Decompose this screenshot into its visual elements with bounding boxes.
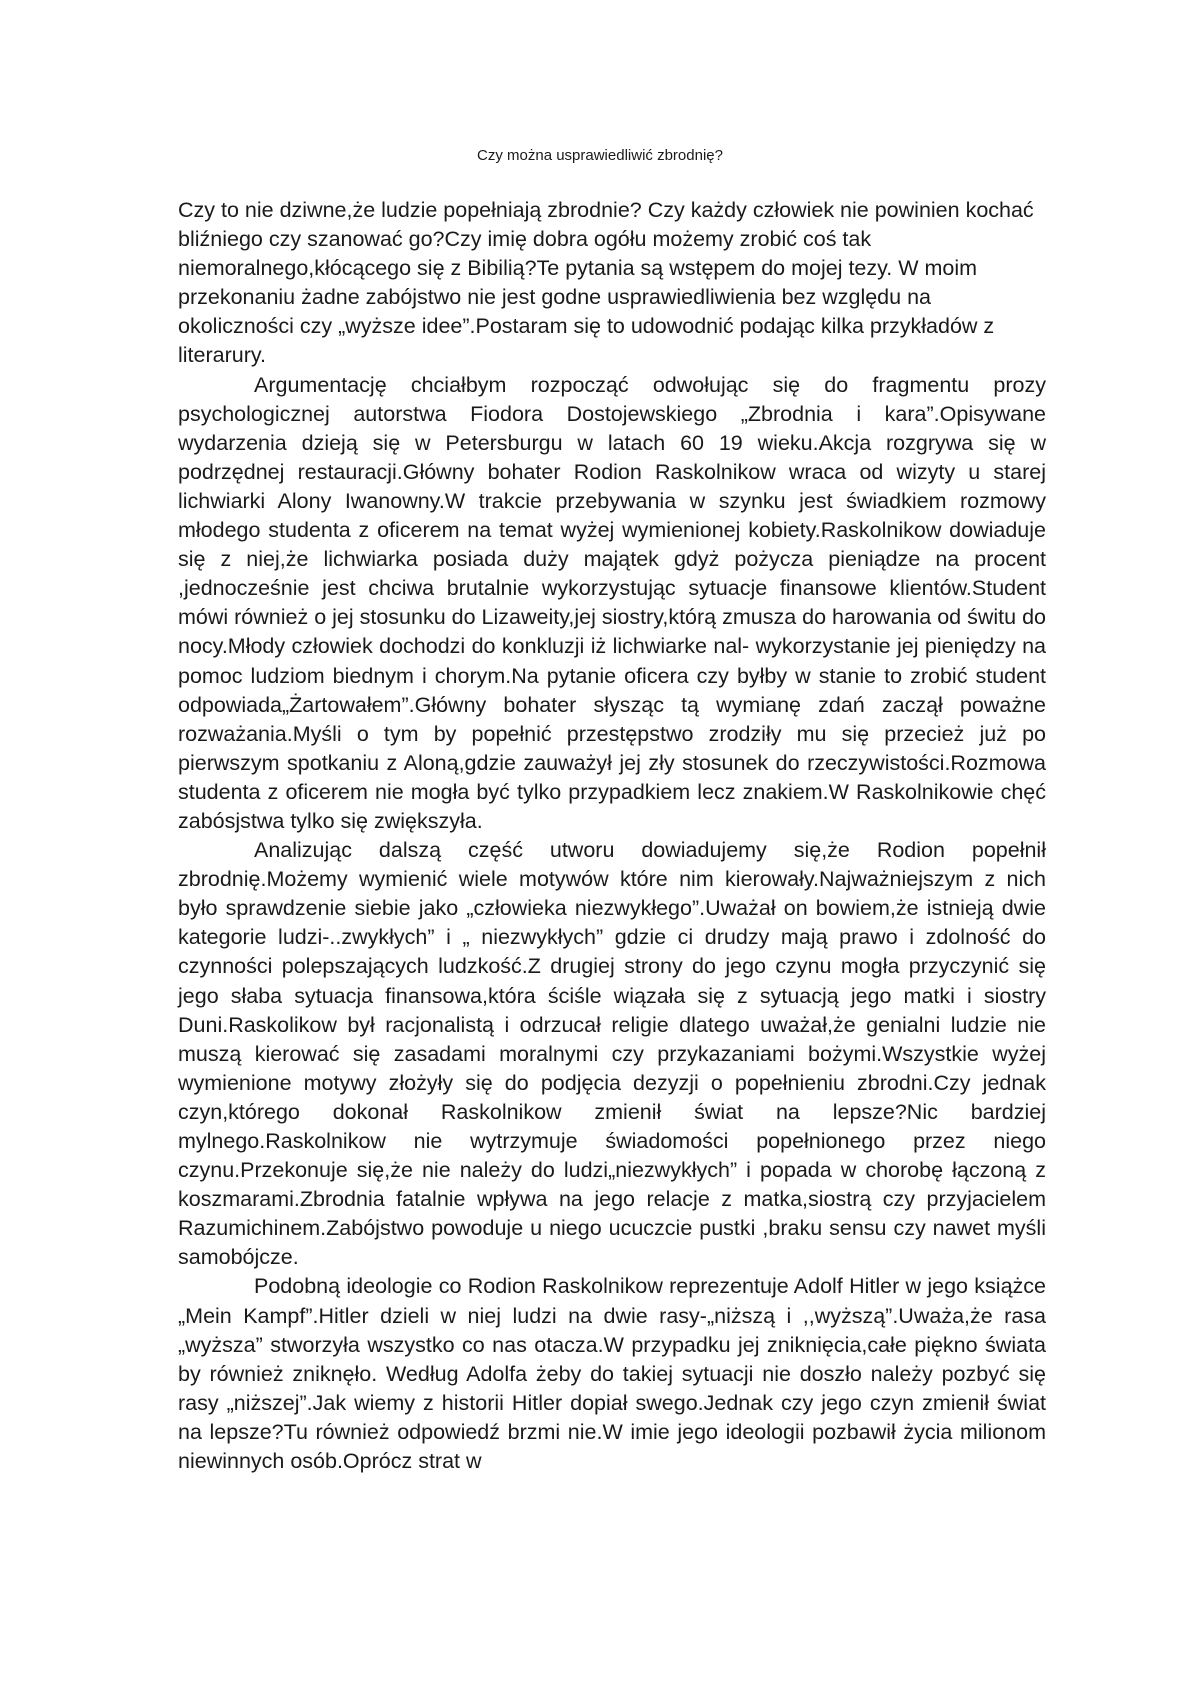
paragraph-argument-2: Analizując dalszą część utworu dowiadujemy się,że Rodion popełnił zbrodnię.Możemy wymienić wiele motywów które nim kierowały.Najważniejszym z nich było sprawdzenie siebie jako „człowieka niezwykłego”.Uważał on bowiem,że istnieją dwie kategorie ludzi-..zwykłych” i „ niezwykłych” gdzie ci drudzy mają prawo i zdolność do czynności polepszających ludzkość.Z drugiej strony do jego czynu mogła przyczynić się jego słaba sytuacja finansowa,która ściśle wiązała się z sytuacją jego matki i siostry Duni.Raskolikow był racjonalistą i odrzucał religie dlatego uważał,że genialni ludzie nie muszą kierować się zasadami moralnymi czy przykazaniami bożymi.Wszystkie wyżej wymienione motywy złożyły się do podjęcia dezyzji o popełnieniu zbrodni.Czy jednak czyn,którego dokonał Raskolnikow zmienił świat na lepsze?Nic bardziej mylnego.Raskolnikow nie wytrzymuje świadomości popełnionego przez niego czynu.Przekonuje się,że nie należy do ludzi„niezwykłych” i popada w chorobę łączoną z koszmarami.Zbrodnia fatalnie wpływa na jego relacje z matka,siostrą czy przyjacielem Razumichinem.Zabójstwo powoduje u niego ucuczcie pustki ,braku sensu czy nawet myśli samobójcze. (178, 838, 1046, 1270)
document-body (178, 196, 1046, 1476)
paragraph-argument-3: Podobną ideologie co Rodion Raskolnikow reprezentuje Adolf Hitler w jego książce „Mein Kampf”.Hitler dzieli w niej ludzi na dwie rasy-„niższą i ,,wyższą”.Uważa,że rasa „wyższa” stworzyła wszystko co nas otacza.W przypadku jej zniknięcia,całe piękno świata by również zniknęło. Według Adolfa żeby do takiej sytuacji nie doszło należy pozbyć się rasy „niższej”.Jak wiemy z historii Hitler dopiał swego.Jednak czy jego czyn zmienił świat na lepsze?Tu również odpowiedź brzmi nie.W imie jego ideologii pozbawił życia milionom niewinnych osób.Oprócz strat w (178, 1274, 1046, 1474)
paragraph-intro: Czy to nie dziwne,że ludzie popełniają zbrodnie? Czy każdy człowiek nie powinien kochać bliźniego czy szanować go?Czy imię dobra ogółu możemy zrobić coś tak niemoralnego,kłócącego się z Bibilią?Te pytania są wstępem do mojej tezy. W moim przekonaniu żadne zabójstwo nie jest godne usprawiedliwienia bez względu na okoliczności czy „wyższe idee”.Postaram się to udowodnić podając kilka przykładów z literarury. (178, 198, 1034, 368)
paragraph-argument-1: Argumentację chciałbym rozpocząć odwołując się do fragmentu prozy psychologicznej autorstwa Fiodora Dostojewskiego „Zbrodnia i kara”.Opisywane wydarzenia dzieją się w Petersburgu w latach 60 19 wieku.Akcja rozgrywa się w podrzędnej restauracji.Główny bohater Rodion Raskolnikow wraca od wizyty u starej lichwiarki Alony Iwanowny.W trakcie przebywania w szynku jest świadkiem rozmowy młodego studenta z oficerem na temat wyżej wymienionej kobiety.Raskolnikow dowiaduje się z niej,że lichwiarka posiada duży majątek gdyż pożycza pieniądze na procent ,jednocześnie jest chciwa brutalnie wykorzystując sytuacje finansowe klientów.Student mówi również o jej stosunku do Lizaweity,jej siostry,którą zmusza do harowania od świtu do nocy.Młody człowiek dochodzi do konkluzji iż lichwiarke nal- wykorzystanie jej pieniędzy na pomoc ludziom biednym i chorym.Na pytanie oficera czy byłby w stanie to zrobić student odpowiada„Żartowałem”.Główny bohater słysząc tą wymianę zdań zaczął poważne rozważania.Myśli o tym by popełnić przestępstwo zrodziły mu się przecież już po pierwszym spotkaniu z Aloną,gdzie zauważył jej zły stosunek do rzeczywistości.Rozmowa studenta z oficerem nie mogła być tylko przypadkiem lecz znakiem.W Raskolnikowie chęć zabósjstwa tylko się zwiększyła. (178, 372, 1046, 833)
document-title: Czy można usprawiedliwić zbrodnię? (477, 147, 723, 164)
